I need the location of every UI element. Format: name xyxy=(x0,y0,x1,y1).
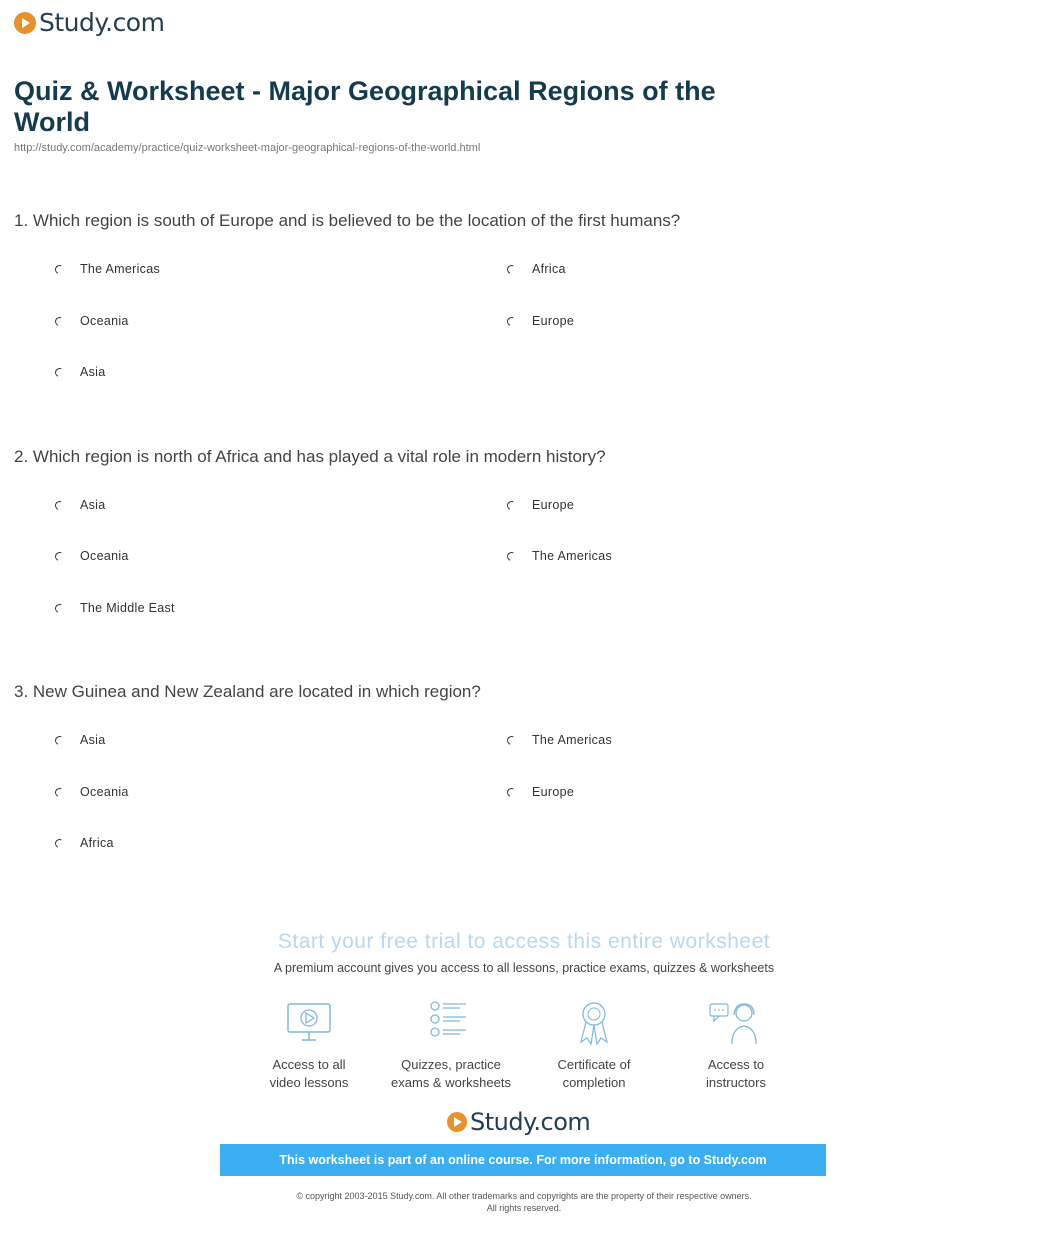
radio-icon[interactable] xyxy=(54,602,66,614)
certificate-icon xyxy=(569,1000,619,1046)
answer-option[interactable] xyxy=(507,785,574,799)
question-2: 2. Which region is north of Africa and has played a vital role in modern history? xyxy=(14,447,606,466)
answer-option[interactable] xyxy=(507,498,574,512)
copyright-line: All rights reserved. xyxy=(486,1203,562,1213)
feature-line: exams & worksheets xyxy=(391,1075,511,1090)
video-lesson-icon xyxy=(284,1000,334,1046)
copyright-line: © copyright 2003-2015 Study.com. All other trademarks and copyrights are the property of their respective owners. xyxy=(296,1191,752,1201)
promo-title: Start your free trial to access this entire worksheet xyxy=(277,930,771,953)
brand-name: Study.com xyxy=(39,8,165,37)
radio-icon[interactable] xyxy=(54,499,66,511)
option-label: Africa xyxy=(532,262,566,276)
answer-option[interactable] xyxy=(55,365,106,379)
play-icon xyxy=(14,12,36,34)
course-banner[interactable]: This worksheet is part of an online course. For more information, go to Study.com xyxy=(220,1144,826,1176)
option-label: The Americas xyxy=(532,733,613,747)
page-title: Quiz & Worksheet - Major Geographical Regions of the World xyxy=(14,76,716,137)
question-1: 1. Which region is south of Europe and is believed to be the location of the first humans? xyxy=(14,211,681,230)
option-label: Oceania xyxy=(80,314,129,328)
feature-line: Access to xyxy=(707,1057,765,1072)
radio-icon[interactable] xyxy=(54,786,66,798)
radio-icon[interactable] xyxy=(506,315,518,327)
feature-line: Access to all xyxy=(272,1057,346,1072)
option-label: Asia xyxy=(80,733,106,747)
radio-icon[interactable] xyxy=(54,837,66,849)
radio-icon[interactable] xyxy=(54,263,66,275)
radio-icon[interactable] xyxy=(506,499,518,511)
option-label: Europe xyxy=(532,314,575,328)
answer-option[interactable] xyxy=(55,262,160,276)
promo-subtitle: A premium account gives you access to all lessons, practice exams, quizzes & worksheets xyxy=(273,961,775,975)
answer-option[interactable] xyxy=(55,836,114,850)
radio-icon[interactable] xyxy=(54,315,66,327)
option-label: Europe xyxy=(532,498,575,512)
answer-option[interactable] xyxy=(55,549,129,563)
question-3: 3. New Guinea and New Zealand are located in which region? xyxy=(14,682,481,701)
option-label: Oceania xyxy=(80,549,129,563)
radio-icon[interactable] xyxy=(506,734,518,746)
play-icon xyxy=(447,1112,467,1132)
answer-option[interactable] xyxy=(55,733,106,747)
answer-option[interactable] xyxy=(507,733,612,747)
instructor-icon xyxy=(708,1000,764,1046)
option-label: The Americas xyxy=(80,262,161,276)
answer-option[interactable] xyxy=(55,785,129,799)
feature-certificate xyxy=(524,1000,664,1092)
answer-option[interactable] xyxy=(55,498,106,512)
feature-instructors xyxy=(666,1000,806,1092)
feature-line: Quizzes, practice xyxy=(401,1057,501,1072)
answer-option[interactable] xyxy=(55,601,175,615)
answer-option[interactable] xyxy=(507,314,574,328)
radio-icon[interactable] xyxy=(54,550,66,562)
radio-icon[interactable] xyxy=(54,366,66,378)
option-label: The Americas xyxy=(532,549,613,563)
feature-line: video lessons xyxy=(269,1075,349,1090)
answer-option[interactable] xyxy=(507,262,566,276)
radio-icon[interactable] xyxy=(506,550,518,562)
feature-quizzes xyxy=(381,1000,521,1092)
feature-line: completion xyxy=(562,1075,626,1090)
radio-icon[interactable] xyxy=(506,263,518,275)
radio-icon[interactable] xyxy=(506,786,518,798)
quiz-list-icon xyxy=(426,1000,476,1046)
option-label: Europe xyxy=(532,785,575,799)
source-url: http://study.com/academy/practice/quiz-worksheet-major-geographical-regions-of-the-world.html xyxy=(14,142,481,154)
radio-icon[interactable] xyxy=(54,734,66,746)
feature-line: Certificate of xyxy=(557,1057,631,1072)
option-label: Asia xyxy=(80,365,106,379)
option-label: Asia xyxy=(80,498,106,512)
brand-name: Study.com xyxy=(470,1108,591,1136)
feature-line: instructors xyxy=(706,1075,766,1090)
answer-option[interactable] xyxy=(507,549,612,563)
feature-video-lessons xyxy=(239,1000,379,1092)
copyright xyxy=(0,1190,1048,1214)
option-label: The Middle East xyxy=(80,601,175,615)
option-label: Oceania xyxy=(80,785,129,799)
study-logo-footer[interactable] xyxy=(447,1108,590,1136)
answer-option[interactable] xyxy=(55,314,129,328)
study-logo[interactable] xyxy=(14,8,164,37)
option-label: Africa xyxy=(80,836,114,850)
